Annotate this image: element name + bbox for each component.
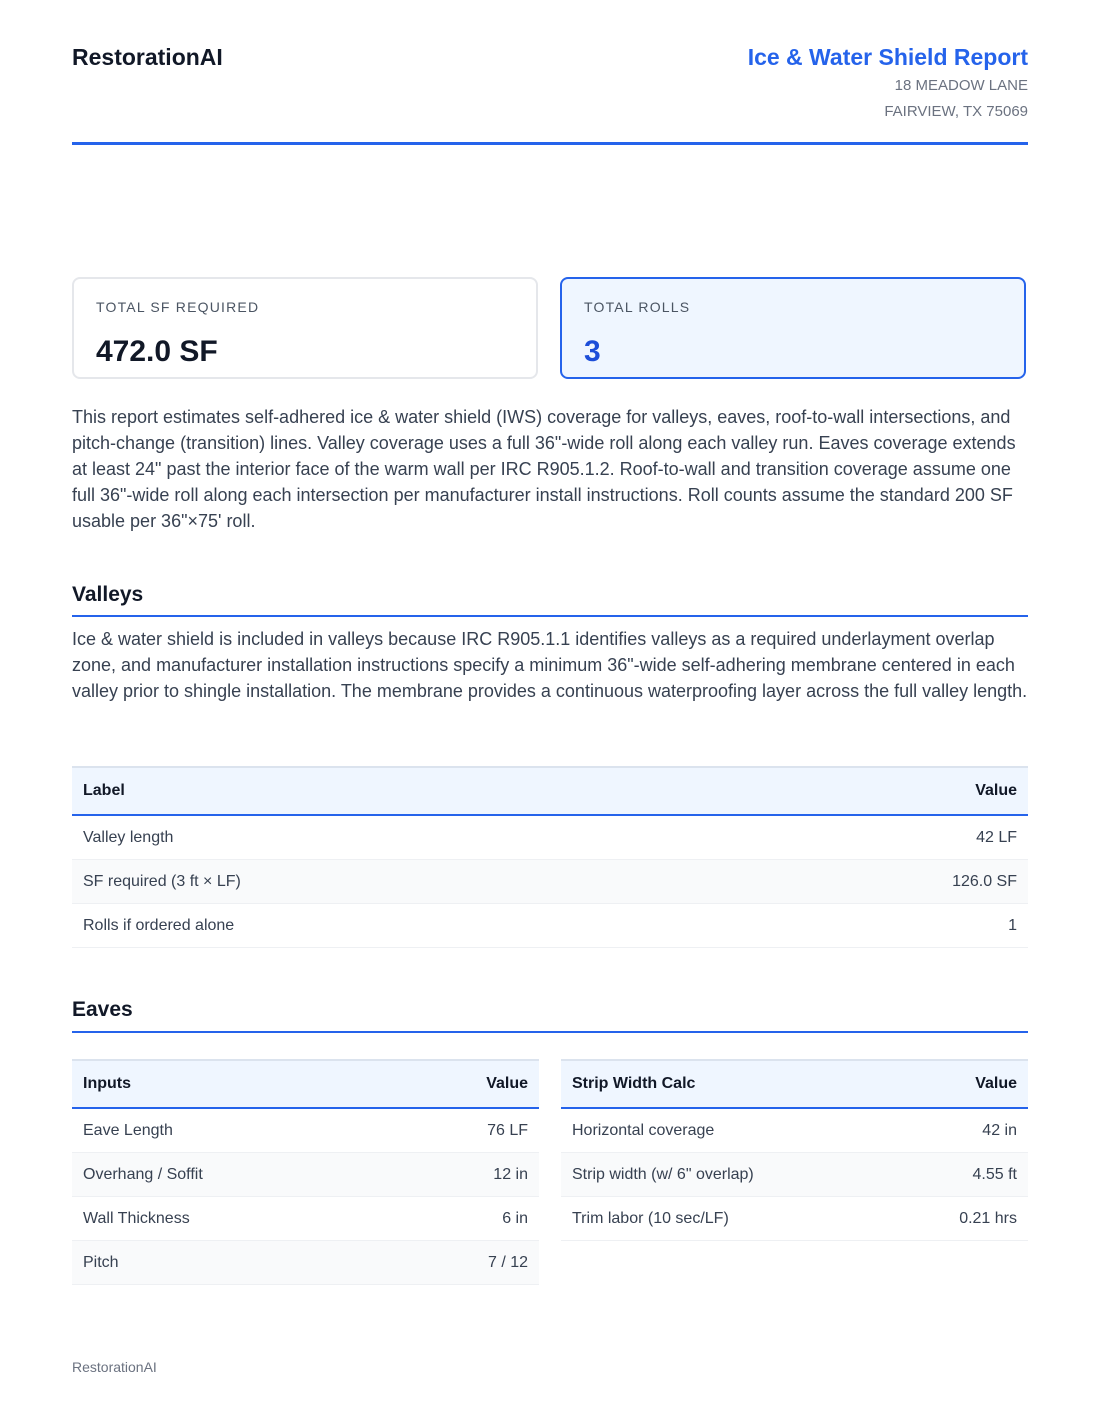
address-line-1: 18 MEADOW LANE [894,77,1028,94]
strip-width-calc-table [561,1059,1028,1241]
table-row [72,1108,539,1153]
report-title: Ice & Water Shield Report [747,44,1028,70]
row-label: Trim labor (10 sec/LF) [561,1197,897,1241]
row-value: 0.21 hrs [897,1197,1028,1241]
row-label: Rolls if ordered alone [72,904,716,948]
row-label: Eave Length [72,1108,394,1153]
total-rolls-card [560,277,1026,379]
valleys-description: Ice & water shield is included in valleys because IRC R905.1.1 identifies valleys as a required underlayment overlap zone, and manufacturer installation instructions specify a minimum 36"-wide self-adhering membrane centered in each valley prior to shingle installation. The membrane provides a continuous waterproofing layer across the full valley length. [72,629,1028,701]
row-value: 1 [716,904,1028,948]
row-label: Strip width (w/ 6" overlap) [561,1153,897,1197]
table-row [561,1108,1028,1153]
row-value: 7 / 12 [394,1241,539,1285]
column-header: Value [897,1060,1028,1108]
table-row [561,1153,1028,1197]
table-row [72,815,1028,860]
total-sf-label: TOTAL SF REQUIRED [96,299,260,315]
column-header: Value [716,767,1028,815]
table-row [72,1241,539,1285]
table-row [72,1197,539,1241]
row-label: Horizontal coverage [561,1108,897,1153]
total-rolls-label: TOTAL ROLLS [584,299,691,315]
row-value: 42 in [897,1108,1028,1153]
table-row [72,904,1028,948]
row-label: Pitch [72,1241,394,1285]
total-sf-card [72,277,538,379]
address-line-2: FAIRVIEW, TX 75069 [884,103,1028,120]
table-row [561,1197,1028,1241]
header-divider [72,142,1028,145]
row-label: Overhang / Soffit [72,1153,394,1197]
table-row [72,860,1028,904]
valleys-table [72,766,1028,948]
column-header: Inputs [72,1060,394,1108]
row-value: 6 in [394,1197,539,1241]
table-header-row [561,1060,1028,1108]
total-sf-value: 472.0 SF [96,335,218,368]
brand-name: RestorationAI [72,44,223,70]
row-value: 4.55 ft [897,1153,1028,1197]
column-header: Label [72,767,716,815]
valleys-divider [72,615,1028,617]
report-header [72,40,1028,144]
row-value: 126.0 SF [716,860,1028,904]
row-label: Wall Thickness [72,1197,394,1241]
row-label: SF required (3 ft × LF) [72,860,716,904]
eaves-divider [72,1031,1028,1033]
eaves-inputs-table [72,1059,539,1285]
table-row [72,1153,539,1197]
table-header-row [72,1060,539,1108]
footer-brand: RestorationAI [72,1359,157,1375]
column-header: Value [394,1060,539,1108]
row-value: 76 LF [394,1108,539,1153]
column-header: Strip Width Calc [561,1060,897,1108]
row-value: 12 in [394,1153,539,1197]
table-header-row [72,767,1028,815]
valleys-heading: Valleys [72,583,144,606]
row-value: 42 LF [716,815,1028,860]
intro-paragraph: This report estimates self-adhered ice & water shield (IWS) coverage for valleys, eaves, roof-to-wall intersections, and pitch-change (transition) lines. Valley coverage uses a full 36"-wide roll along each valley run. Eaves coverage extends at least 24" past the interior face of the warm wall per IRC R905.1.2. Roof-to-wall and transition coverage assume one full 36"-wide roll along each intersection per manufacturer install instructions. Roll counts assume the standard 200 SF usable per 36"×75' roll. [72,407,1016,531]
row-label: Valley length [72,815,716,860]
total-rolls-value: 3 [584,335,601,368]
eaves-heading: Eaves [72,998,133,1021]
